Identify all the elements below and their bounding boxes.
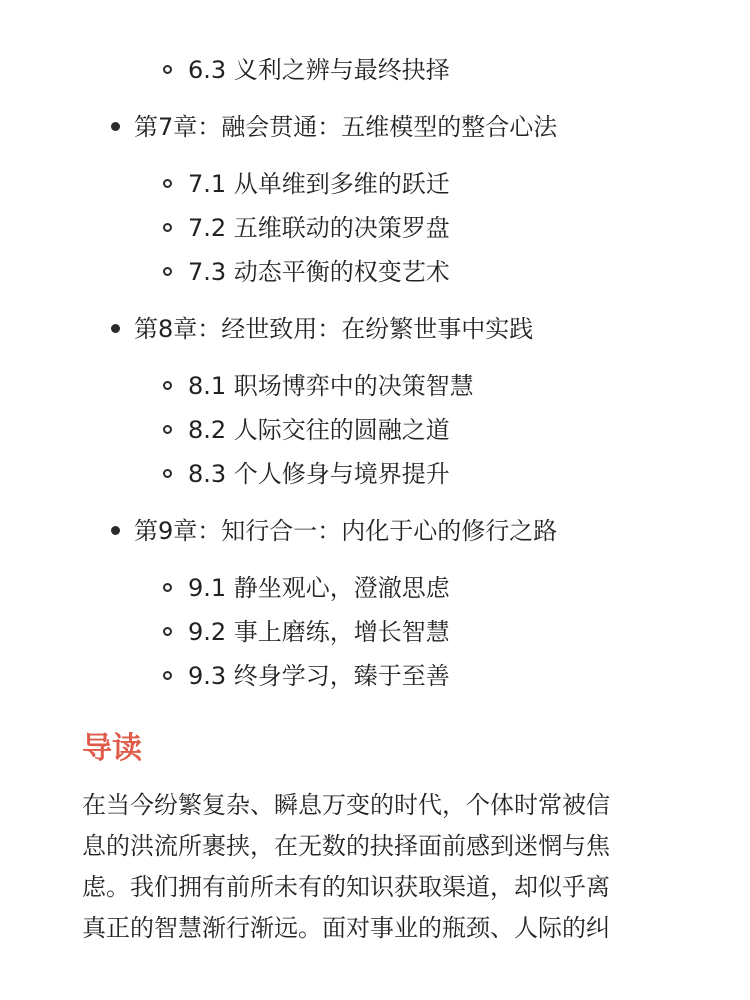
toc-section-item (0, 206, 750, 250)
hollow-bullet-icon (163, 671, 172, 680)
hollow-bullet-icon (163, 267, 172, 276)
toc-item-label: 7.1 从单维到多维的跃迁 (188, 170, 450, 198)
toc-item-label: 第9章：知行合一：内化于心的修行之路 (134, 517, 558, 545)
toc-item-label: 第7章：融会贯通：五维模型的整合心法 (134, 113, 558, 141)
intro-paragraph (82, 785, 672, 949)
toc-section-item (0, 408, 750, 452)
toc-item-label: 9.2 事上磨练，增长智慧 (188, 618, 450, 646)
toc-item-label: 8.2 人际交往的圆融之道 (188, 416, 450, 444)
toc-section-item (0, 654, 750, 698)
toc-section-item (0, 452, 750, 496)
paragraph-line: 虑。我们拥有前所未有的知识获取渠道，却似乎离 (82, 873, 610, 901)
toc-section-item (0, 250, 750, 294)
hollow-bullet-icon (163, 65, 172, 74)
hollow-bullet-icon (163, 583, 172, 592)
hollow-bullet-icon (163, 425, 172, 434)
toc-item-label: 7.2 五维联动的决策罗盘 (188, 214, 450, 242)
toc-item-label: 8.1 职场博弈中的决策智慧 (188, 372, 474, 400)
hollow-bullet-icon (163, 223, 172, 232)
section-heading-intro: 导读 (82, 731, 142, 766)
hollow-bullet-icon (163, 469, 172, 478)
toc-chapter-item (0, 307, 750, 351)
toc-section-item (0, 364, 750, 408)
toc-chapter-item (0, 509, 750, 553)
filled-bullet-icon (111, 526, 120, 535)
filled-bullet-icon (111, 324, 120, 333)
hollow-bullet-icon (163, 179, 172, 188)
toc-section-item (0, 162, 750, 206)
paragraph-line: 在当今纷繁复杂、瞬息万变的时代，个体时常被信 (82, 791, 610, 819)
table-of-contents (0, 48, 750, 698)
filled-bullet-icon (111, 122, 120, 131)
toc-section-item (0, 610, 750, 654)
toc-section-item (0, 566, 750, 610)
toc-item-label: 7.3 动态平衡的权变艺术 (188, 258, 450, 286)
hollow-bullet-icon (163, 381, 172, 390)
toc-item-label: 8.3 个人修身与境界提升 (188, 460, 450, 488)
paragraph-line: 息的洪流所裹挟，在无数的抉择面前感到迷惘与焦 (82, 832, 610, 860)
toc-item-label: 第8章：经世致用：在纷繁世事中实践 (134, 315, 534, 343)
toc-item-label: 9.3 终身学习，臻于至善 (188, 662, 450, 690)
toc-item-label: 6.3 义利之辨与最终抉择 (188, 56, 450, 84)
paragraph-line: 真正的智慧渐行渐远。面对事业的瓶颈、人际的纠 (82, 914, 610, 942)
toc-item-label: 9.1 静坐观心，澄澈思虑 (188, 574, 450, 602)
hollow-bullet-icon (163, 627, 172, 636)
toc-section-item (0, 48, 750, 92)
toc-chapter-item (0, 105, 750, 149)
